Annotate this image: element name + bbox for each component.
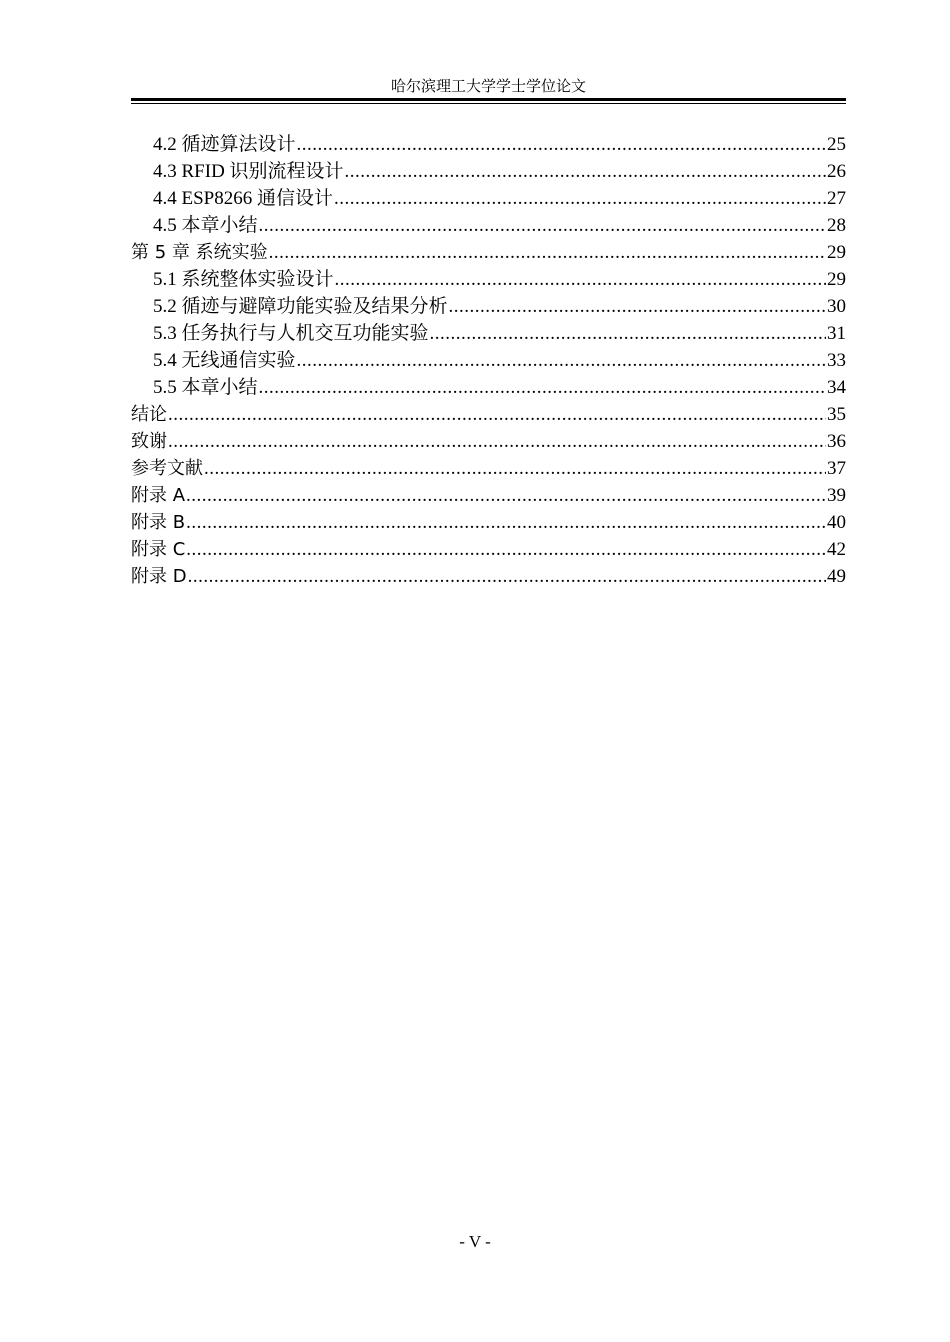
toc-entry-title: 4.3 RFID 识别流程设计 [153,161,344,182]
toc-entry[interactable] [131,266,846,293]
toc-dot-leader [186,482,826,509]
toc-entry-title: 致谢 [131,431,167,452]
toc-entry[interactable] [131,158,846,185]
toc-entry[interactable] [131,401,846,428]
toc-entry-page: 40 [827,512,846,533]
toc-entry[interactable] [131,455,846,482]
toc-entry-title: 附录 B [131,512,186,533]
toc-dot-leader [259,212,826,239]
toc-entry[interactable] [131,374,846,401]
toc-entry[interactable] [131,185,846,212]
toc-entry-title: 5.2 循迹与避障功能实验及结果分析 [153,296,448,317]
toc-entry-title: 4.4 ESP8266 通信设计 [153,188,333,209]
toc-dot-leader [168,428,826,455]
header-rule-thin [131,103,846,104]
toc-entry[interactable] [131,239,846,266]
toc-entry-page: 27 [827,188,846,209]
table-of-contents [131,131,846,590]
toc-entry-page: 29 [827,242,846,263]
toc-entry[interactable] [131,320,846,347]
toc-entry-title: 参考文献 [131,458,203,479]
toc-entry[interactable] [131,563,846,590]
toc-dot-leader [168,401,826,428]
toc-entry-title: 5.3 任务执行与人机交互功能实验 [153,323,429,344]
toc-entry-page: 25 [827,134,846,155]
toc-dot-leader [186,536,826,563]
toc-dot-leader [335,266,826,293]
toc-entry-title: 附录 D [131,566,187,587]
toc-entry-page: 37 [827,458,846,479]
toc-entry-title: 5.4 无线通信实验 [153,350,296,371]
toc-dot-leader [204,455,826,482]
toc-dot-leader [297,131,826,158]
toc-entry-page: 39 [827,485,846,506]
toc-entry-title: 附录 C [131,539,186,560]
toc-dot-leader [430,320,826,347]
toc-entry-title: 附录 A [131,485,186,506]
header-rule-thick [131,98,846,101]
toc-entry-page: 34 [827,377,846,398]
toc-entry-page: 31 [827,323,846,344]
toc-entry[interactable] [131,536,846,563]
toc-entry-title: 结论 [131,404,167,425]
toc-entry-page: 49 [827,566,846,587]
toc-dot-leader [269,239,826,266]
toc-entry-page: 29 [827,269,846,290]
toc-entry[interactable] [131,131,846,158]
toc-entry-title: 4.5 本章小结 [153,215,258,236]
toc-entry-page: 26 [827,161,846,182]
toc-entry[interactable] [131,347,846,374]
toc-entry-title: 4.2 循迹算法设计 [153,134,296,155]
page-number: - V - [459,1232,491,1251]
toc-entry[interactable] [131,509,846,536]
toc-entry-page: 42 [827,539,846,560]
toc-entry-page: 30 [827,296,846,317]
toc-dot-leader [186,509,826,536]
toc-entry[interactable] [131,482,846,509]
toc-entry[interactable] [131,293,846,320]
toc-entry-page: 35 [827,404,846,425]
toc-entry[interactable] [131,212,846,239]
toc-dot-leader [297,347,826,374]
toc-entry[interactable] [131,428,846,455]
toc-dot-leader [259,374,826,401]
page-header-title: 哈尔滨理工大学学士学位论文 [390,79,586,95]
toc-entry-title: 5.1 系统整体实验设计 [153,269,334,290]
toc-dot-leader [345,158,826,185]
toc-entry-page: 28 [827,215,846,236]
toc-entry-title: 5.5 本章小结 [153,377,258,398]
toc-dot-leader [449,293,826,320]
toc-entry-title: 第 5 章 系统实验 [131,242,268,263]
toc-dot-leader [188,563,826,590]
toc-entry-page: 36 [827,431,846,452]
toc-entry-page: 33 [827,350,846,371]
toc-dot-leader [334,185,826,212]
